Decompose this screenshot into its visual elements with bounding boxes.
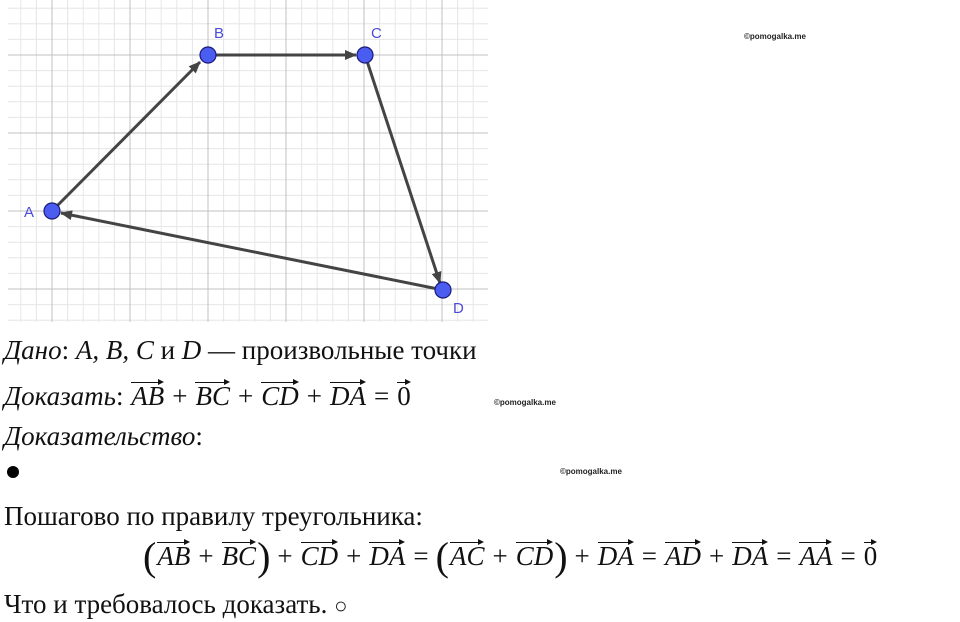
conclusion-text: Что и требовалось доказать. [4,589,328,619]
bullet-icon [7,466,19,478]
equals-sign: = [641,541,658,571]
vector-cd-term: CD [300,541,339,571]
plus-sign: + [306,381,322,411]
vector-ab-term: AB [131,381,165,411]
step-intro: Пошагово по правилу треугольника: [4,501,423,531]
right-paren: ) [257,534,271,579]
vector-bc-term: BC [221,541,257,571]
given-points: A, B, C [75,335,154,365]
vector-da-term: DA [732,541,769,571]
given-point-d: D [181,335,202,365]
vector-aa-term: AA [799,541,833,571]
proof-heading [4,420,203,452]
right-paren: ) [554,534,568,579]
vector-da-term: DA [369,541,406,571]
chain-formula [143,534,878,579]
grid-minor [8,0,488,322]
vector-cd [365,55,440,283]
vector-bc-term: BC [195,381,230,411]
left-paren: ( [435,534,449,579]
plus-sign: + [574,541,590,571]
vector-ab-term: AB [157,541,191,571]
watermark: ©pomogalka.me [494,398,556,407]
vector-cd-term: CD [515,541,554,571]
plus-sign: + [172,381,188,411]
vector-ad-term: AD [665,541,702,571]
prove-line [4,380,412,412]
plus-sign: + [277,541,293,571]
plus-sign: + [492,541,508,571]
conclusion-line [4,588,347,622]
plus-sign: + [346,541,362,571]
point-c [357,47,373,63]
plus-sign: + [709,541,725,571]
given-line [4,334,477,366]
given-colon: : [61,335,70,365]
equals-sign: = [373,381,390,411]
point-b [200,47,216,63]
vector-da-term: DA [597,541,634,571]
equals-sign: = [840,541,856,571]
vector-da-term: DA [329,381,366,411]
end-symbol: ○ [334,593,348,618]
prove-colon: : [115,381,124,411]
plus-sign: + [198,541,214,571]
plus-sign: + [237,381,254,411]
vector-ab [52,62,200,211]
proof-label: Доказательство [4,421,196,451]
vector-ac-term: AC [449,541,485,571]
zero-vector: 0 [397,381,411,411]
vector-cd-term: CD [261,381,299,411]
prove-label: Доказать [4,381,116,411]
vector-da [61,213,443,290]
given-label: Дано [4,335,62,365]
label-c: C [371,25,382,42]
given-rest: — произвольные точки [208,335,477,365]
watermark: ©pomogalka.me [560,467,622,476]
point-a [44,203,60,219]
label-a: A [24,204,35,221]
equals-sign: = [776,541,792,571]
zero-vector: 0 [863,541,878,571]
label-d: D [453,300,464,317]
proof-colon: : [195,421,203,451]
watermark: ©pomogalka.me [744,32,806,41]
equals-sign: = [413,541,429,571]
label-b: B [214,25,225,42]
given-and: и [160,335,176,365]
point-d [435,282,451,298]
left-paren: ( [143,534,157,579]
vector-figure [0,0,490,325]
